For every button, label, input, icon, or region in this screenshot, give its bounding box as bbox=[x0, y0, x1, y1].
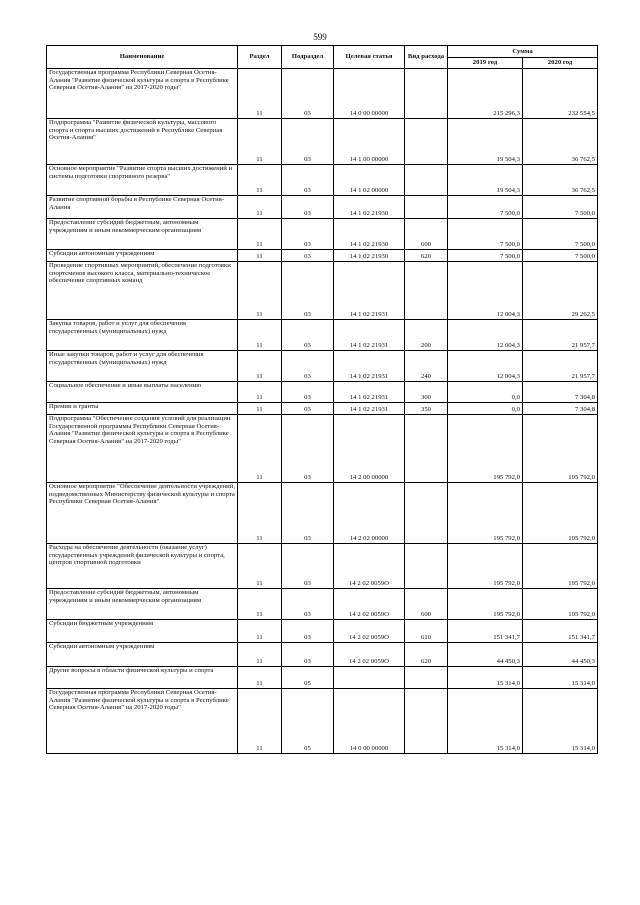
table-row bbox=[47, 620, 598, 643]
row-amount-2019: 195 792,0 bbox=[448, 544, 523, 589]
row-name: Закупка товаров, работ и услуг для обеспечения государственных (муниципальных) нужд bbox=[47, 320, 238, 351]
row-subsection: 03 bbox=[282, 382, 334, 403]
table-row bbox=[47, 643, 598, 667]
row-subsection: 03 bbox=[282, 250, 334, 262]
row-target: 14 1 02 21931 bbox=[334, 351, 405, 382]
row-subsection: 05 bbox=[282, 667, 334, 689]
table-row bbox=[47, 165, 598, 196]
row-name: Субсидии автономным учреждениям bbox=[47, 643, 238, 667]
row-subsection: 03 bbox=[282, 544, 334, 589]
row-target: 14 1 02 21930 bbox=[334, 250, 405, 262]
header-subsection: Подраздел bbox=[282, 46, 334, 69]
table-row bbox=[47, 589, 598, 620]
header-section: Раздел bbox=[238, 46, 282, 69]
table-row bbox=[47, 403, 598, 415]
row-amount-2019: 0,0 bbox=[448, 403, 523, 415]
row-subsection: 03 bbox=[282, 351, 334, 382]
row-section: 11 bbox=[238, 667, 282, 689]
row-target: 14 1 00 00000 bbox=[334, 119, 405, 165]
row-amount-2019: 195 792,0 bbox=[448, 415, 523, 483]
table-row bbox=[47, 415, 598, 483]
row-name: Иные закупки товаров, работ и услуг для обеспечения государственных (муниципальных) нужд bbox=[47, 351, 238, 382]
row-name: Государственная программа Республики Северная Осетия-Алания "Развитие физической культуры и спорта в Республике Северная Осетия-Алания" на 2017-2020 годы" bbox=[47, 69, 238, 119]
row-name: Расходы на обеспечение деятельности (оказание услуг) государственных учреждений физической культуры и спорта, центров спортивной подготовки bbox=[47, 544, 238, 589]
row-section: 11 bbox=[238, 320, 282, 351]
row-amount-2020: 7 500,0 bbox=[523, 219, 598, 250]
row-subsection: 03 bbox=[282, 165, 334, 196]
row-name: Основное мероприятие "Обеспечение деятельности учреждений, подведомственных Министерству физической культуры и спорта Республики Северная Осетия-Алания" bbox=[47, 483, 238, 544]
row-name: Подпрограмма "Обеспечение создания условий для реализации Государственной программы Республики Северная Осетия-Алания "Развитие физической культуры и спорта в Республике Северная Осетия-Алания" на 2017-2020 годы" bbox=[47, 415, 238, 483]
row-amount-2020: 7 304,8 bbox=[523, 403, 598, 415]
row-amount-2020: 7 304,8 bbox=[523, 382, 598, 403]
row-amount-2019: 12 004,3 bbox=[448, 320, 523, 351]
row-amount-2019: 15 314,0 bbox=[448, 689, 523, 754]
row-section: 11 bbox=[238, 544, 282, 589]
row-amount-2020: 195 792,0 bbox=[523, 483, 598, 544]
row-section: 11 bbox=[238, 382, 282, 403]
row-amount-2020: 21 957,7 bbox=[523, 320, 598, 351]
row-amount-2019: 15 314,0 bbox=[448, 667, 523, 689]
row-expense bbox=[405, 165, 448, 196]
row-amount-2020: 195 792,0 bbox=[523, 415, 598, 483]
row-expense bbox=[405, 262, 448, 320]
row-amount-2020: 29 262,5 bbox=[523, 262, 598, 320]
row-section: 11 bbox=[238, 351, 282, 382]
row-subsection: 03 bbox=[282, 262, 334, 320]
row-amount-2020: 195 792,0 bbox=[523, 589, 598, 620]
row-subsection: 03 bbox=[282, 483, 334, 544]
row-amount-2019: 7 500,0 bbox=[448, 250, 523, 262]
row-subsection: 03 bbox=[282, 196, 334, 219]
row-subsection: 05 bbox=[282, 689, 334, 754]
table-row bbox=[47, 250, 598, 262]
row-name: Государственная программа Республики Северная Осетия-Алания "Развитие физической культуры и спорта в Республике Северная Осетия-Алания" на 2017-2020 годы" bbox=[47, 689, 238, 754]
header-year-2019: 2019 год bbox=[448, 58, 523, 69]
row-subsection: 03 bbox=[282, 219, 334, 250]
row-amount-2019: 12 004,3 bbox=[448, 262, 523, 320]
row-amount-2019: 7 500,0 bbox=[448, 219, 523, 250]
table-row bbox=[47, 351, 598, 382]
row-amount-2019: 215 296,3 bbox=[448, 69, 523, 119]
header-row bbox=[47, 46, 598, 58]
row-target: 14 2 02 0059О bbox=[334, 589, 405, 620]
row-subsection: 03 bbox=[282, 589, 334, 620]
row-name: Социальное обеспечение и иные выплаты населению bbox=[47, 382, 238, 403]
row-amount-2019: 12 004,3 bbox=[448, 351, 523, 382]
row-amount-2019: 19 504,3 bbox=[448, 119, 523, 165]
row-amount-2020: 7 500,0 bbox=[523, 250, 598, 262]
row-expense bbox=[405, 119, 448, 165]
row-amount-2020: 36 762,5 bbox=[523, 119, 598, 165]
row-name: Другие вопросы в области физической культуры и спорта bbox=[47, 667, 238, 689]
row-name: Субсидии бюджетным учреждениям bbox=[47, 620, 238, 643]
budget-table bbox=[46, 45, 598, 754]
row-section: 11 bbox=[238, 589, 282, 620]
row-amount-2019: 44 450,3 bbox=[448, 643, 523, 667]
row-amount-2020: 44 450,3 bbox=[523, 643, 598, 667]
table-row bbox=[47, 382, 598, 403]
row-target: 14 1 02 21931 bbox=[334, 320, 405, 351]
header-expense: Вид расхода bbox=[405, 46, 448, 69]
table-row bbox=[47, 667, 598, 689]
row-name: Премии и гранты bbox=[47, 403, 238, 415]
table-row bbox=[47, 483, 598, 544]
row-amount-2020: 151 341,7 bbox=[523, 620, 598, 643]
row-section: 11 bbox=[238, 165, 282, 196]
row-amount-2020: 36 762,5 bbox=[523, 165, 598, 196]
page-number: 599 bbox=[313, 32, 327, 42]
row-expense: 300 bbox=[405, 382, 448, 403]
header-target: Целевая статья bbox=[334, 46, 405, 69]
row-subsection: 03 bbox=[282, 403, 334, 415]
row-expense: 240 bbox=[405, 351, 448, 382]
row-section: 11 bbox=[238, 643, 282, 667]
row-name: Развитие спортивной борьбы в Республике Северная Осетия-Алания bbox=[47, 196, 238, 219]
table-row bbox=[47, 69, 598, 119]
row-expense: 350 bbox=[405, 403, 448, 415]
row-amount-2020: 15 314,0 bbox=[523, 689, 598, 754]
row-expense: 620 bbox=[405, 250, 448, 262]
row-target: 14 1 02 21930 bbox=[334, 219, 405, 250]
row-amount-2020: 195 792,0 bbox=[523, 544, 598, 589]
row-name: Предоставление субсидий бюджетным, автономным учреждениям и иным некоммерческим организациям bbox=[47, 589, 238, 620]
row-section: 11 bbox=[238, 219, 282, 250]
table-row bbox=[47, 219, 598, 250]
row-section: 11 bbox=[238, 403, 282, 415]
row-section: 11 bbox=[238, 250, 282, 262]
row-amount-2020: 7 500,0 bbox=[523, 196, 598, 219]
row-section: 11 bbox=[238, 483, 282, 544]
row-expense: 200 bbox=[405, 320, 448, 351]
table-row bbox=[47, 262, 598, 320]
row-subsection: 03 bbox=[282, 643, 334, 667]
header-sum: Сумма bbox=[448, 46, 598, 58]
row-expense: 620 bbox=[405, 643, 448, 667]
row-target: 14 2 02 0059О bbox=[334, 643, 405, 667]
row-name: Субсидии автономным учреждениям bbox=[47, 250, 238, 262]
row-expense: 610 bbox=[405, 620, 448, 643]
row-target: 14 1 02 00000 bbox=[334, 165, 405, 196]
row-target bbox=[334, 667, 405, 689]
row-amount-2019: 195 792,0 bbox=[448, 483, 523, 544]
table-row bbox=[47, 689, 598, 754]
row-expense bbox=[405, 69, 448, 119]
row-subsection: 03 bbox=[282, 320, 334, 351]
table-body bbox=[47, 69, 598, 754]
table-row bbox=[47, 196, 598, 219]
row-subsection: 03 bbox=[282, 119, 334, 165]
row-expense bbox=[405, 689, 448, 754]
row-target: 14 2 02 0059О bbox=[334, 620, 405, 643]
row-amount-2019: 7 500,0 bbox=[448, 196, 523, 219]
row-name: Подпрограмма "Развитие физической культуры, массового спорта и спорта высших достижений в Республике Северная Осетия-Алания" bbox=[47, 119, 238, 165]
row-target: 14 2 02 00000 bbox=[334, 483, 405, 544]
row-target: 14 1 02 21931 bbox=[334, 382, 405, 403]
row-subsection: 03 bbox=[282, 415, 334, 483]
row-section: 11 bbox=[238, 196, 282, 219]
row-amount-2019: 151 341,7 bbox=[448, 620, 523, 643]
row-expense bbox=[405, 544, 448, 589]
row-expense bbox=[405, 667, 448, 689]
row-amount-2020: 232 554,5 bbox=[523, 69, 598, 119]
row-target: 14 2 00 00000 bbox=[334, 415, 405, 483]
row-section: 11 bbox=[238, 262, 282, 320]
row-target: 14 1 02 21931 bbox=[334, 403, 405, 415]
row-target: 14 0 00 00000 bbox=[334, 689, 405, 754]
row-name: Предоставление субсидий бюджетным, автономным учреждениям и иным некоммерческим организациям bbox=[47, 219, 238, 250]
header-year-2020: 2020 год bbox=[523, 58, 598, 69]
row-target: 14 0 00 00000 bbox=[334, 69, 405, 119]
row-section: 11 bbox=[238, 69, 282, 119]
row-amount-2019: 19 504,3 bbox=[448, 165, 523, 196]
row-subsection: 03 bbox=[282, 620, 334, 643]
table-row bbox=[47, 320, 598, 351]
row-expense bbox=[405, 196, 448, 219]
table-row bbox=[47, 544, 598, 589]
row-expense: 600 bbox=[405, 589, 448, 620]
row-expense bbox=[405, 483, 448, 544]
row-amount-2019: 195 792,0 bbox=[448, 589, 523, 620]
row-section: 11 bbox=[238, 415, 282, 483]
row-expense bbox=[405, 415, 448, 483]
row-section: 11 bbox=[238, 119, 282, 165]
row-expense: 600 bbox=[405, 219, 448, 250]
row-subsection: 03 bbox=[282, 69, 334, 119]
header-name: Наименование bbox=[47, 46, 238, 69]
row-target: 14 2 02 0059О bbox=[334, 544, 405, 589]
row-name: Проведение спортивных мероприятий, обеспечение подготовки спортсменов высокого класса, материально-техническое обеспечение спортивных команд bbox=[47, 262, 238, 320]
row-target: 14 1 02 21931 bbox=[334, 262, 405, 320]
row-amount-2019: 0,0 bbox=[448, 382, 523, 403]
row-amount-2020: 21 957,7 bbox=[523, 351, 598, 382]
table-row bbox=[47, 119, 598, 165]
row-name: Основное мероприятие "Развитие спорта высших достижений и системы подготовки спортивного резерва" bbox=[47, 165, 238, 196]
row-target: 14 1 02 21930 bbox=[334, 196, 405, 219]
row-amount-2020: 15 314,0 bbox=[523, 667, 598, 689]
row-section: 11 bbox=[238, 620, 282, 643]
row-section: 11 bbox=[238, 689, 282, 754]
